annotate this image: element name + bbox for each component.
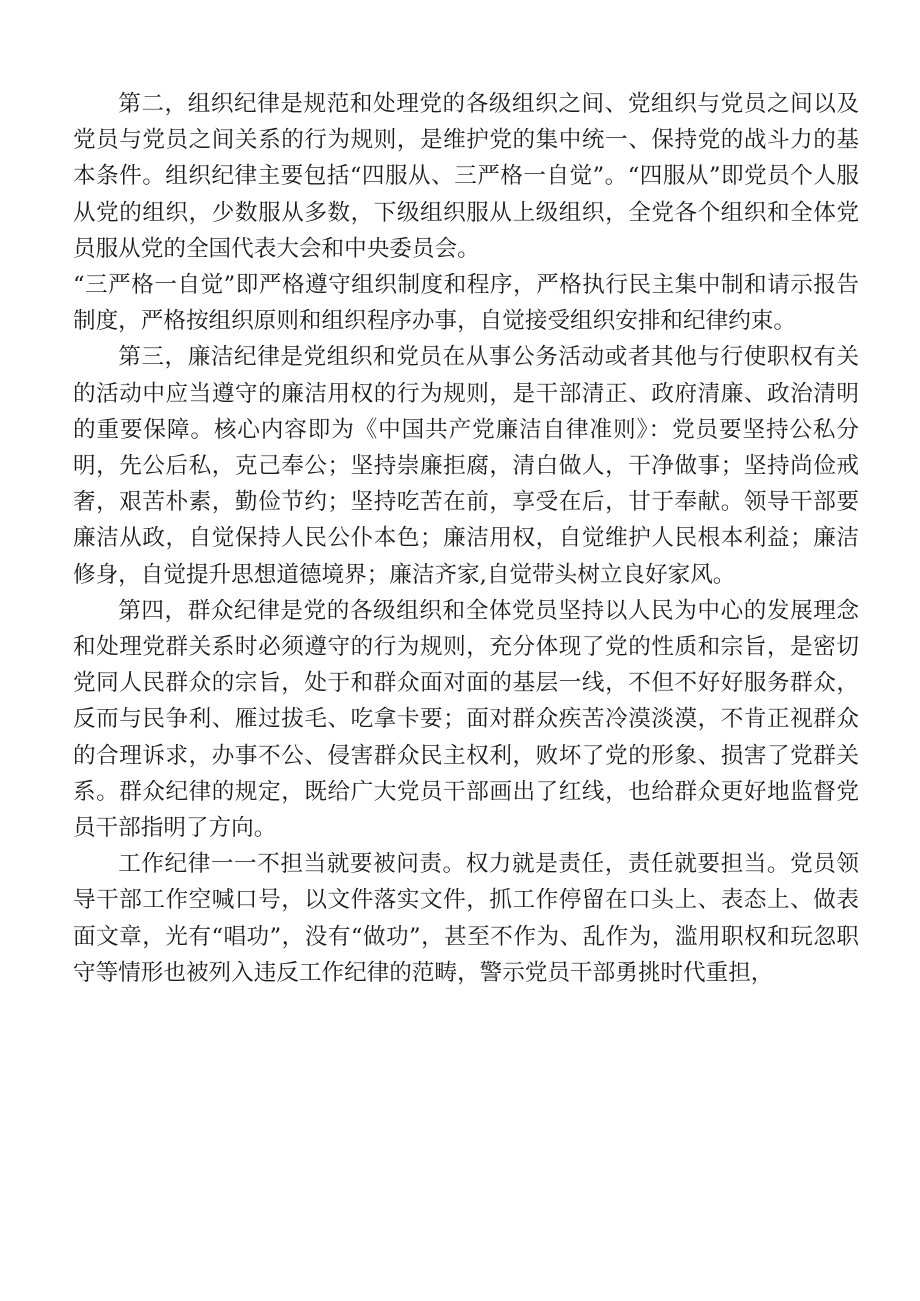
paragraph-mass-discipline: 第四，群众纪律是党的各级组织和全体党员坚持以人民为中心的发展理念和处理党群关系时必须遵守的行为规则，充分体现了党的性质和宗旨，是密切党同人民群众的宗旨，处于和群众面对面的基层一线，不但不好好服务群众，反而与民争利、雁过拔毛、吃拿卡要；面对群众疾苦冷漠淡漠，不肯正视群众的合理诉求，办事不公、侵害群众民主权利，败坏了党的形象、损害了党群关系。群众纪律的规定，既给广大党员干部画出了红线，也给群众更好地监督党员干部指明了方向。 bbox=[73, 597, 859, 842]
paragraph-organizational-discipline: 第二，组织纪律是规范和处理党的各级组织之间、党组织与党员之间以及党员与党员之间关系的行为规则，是维护党的集中统一、保持党的战斗力的基本条件。组织纪律主要包括“四服从、三严格一自觉”。“四服从”即党员个人服从党的组织，少数服从多数，下级组织服从上级组织，全党各个组织和全体党员服从党的全国代表大会和中央委员会。 bbox=[73, 91, 859, 262]
paragraph-integrity-discipline: 第三，廉洁纪律是党组织和党员在从事公务活动或者其他与行使职权有关的活动中应当遵守的廉洁用权的行为规则，是干部清正、政府清廉、政治清明的重要保障。核心内容即为《中国共产党廉洁自律准则》：党员要坚持公私分明，先公后私，克己奉公；坚持崇廉拒腐，清白做人，干净做事；坚持尚俭戒奢，艰苦朴素，勤俭节约；坚持吃苦在前，享受在后，甘于奉献。领导干部要廉洁从政，自觉保持人民公仆本色；廉洁用权，自觉维护人民根本利益；廉洁修身，自觉提升思想道德境界；廉洁齐家,自觉带头树立良好家风。 bbox=[73, 344, 859, 588]
paragraph-three-strict-one-conscious: “三严格一自觉”即严格遵守组织制度和程序，严格执行民主集中制和请示报告制度，严格按组织原则和组织程序办事，自觉接受组织安排和纪律约束。 bbox=[73, 272, 859, 335]
document-page bbox=[73, 86, 859, 991]
paragraph-work-discipline: 工作纪律一一不担当就要被问责。权力就是责任，责任就要担当。党员领导干部工作空喊口号，以文件落实文件，抓工作停留在口头上、表态上、做表面文章，光有“唱功”，没有“做功”，甚至不作为、乱作为，滥用职权和玩忽职守等情形也被列入违反工作纪律的范畴，警示党员干部勇挑时代重担， bbox=[73, 851, 859, 986]
